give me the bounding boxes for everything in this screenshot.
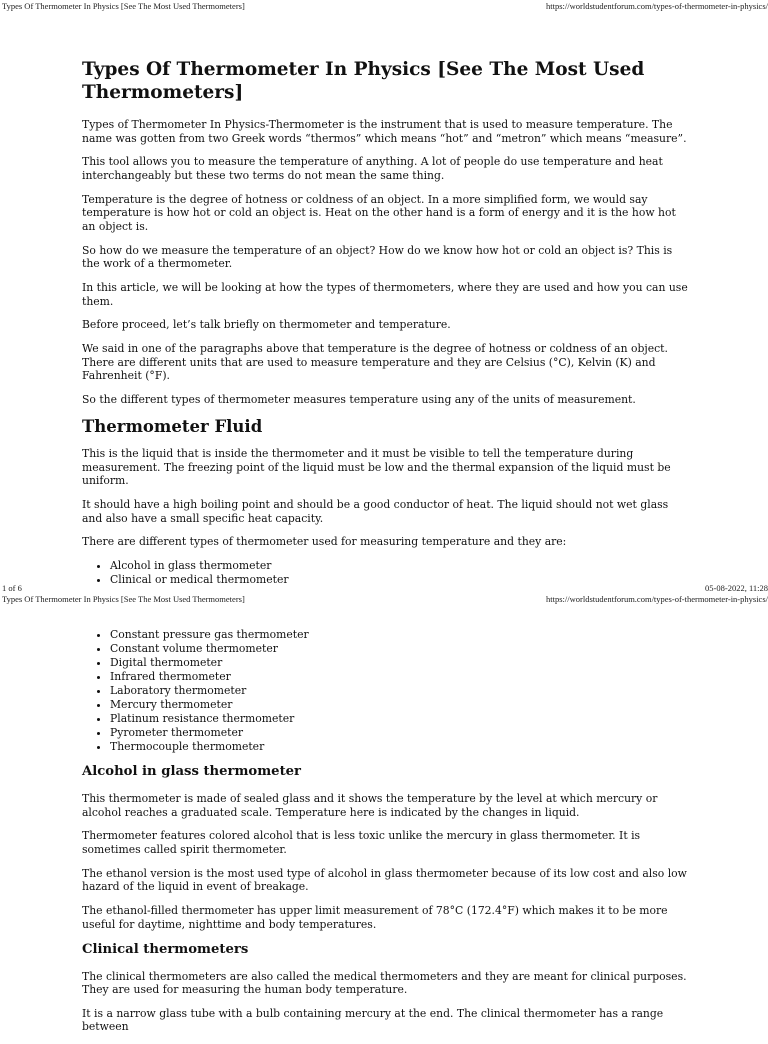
thermometer-types-list-continued <box>82 628 688 754</box>
heading-clinical-thermometers: Clinical thermometers <box>82 941 249 957</box>
print-date: 05-08-2022, 11:28 <box>705 583 768 593</box>
print-header-title: Types Of Thermometer In Physics [See The Most Used Thermometers] <box>2 1 245 11</box>
list-item: • Digital thermometer <box>110 656 688 670</box>
paragraph: This is the liquid that is inside the thermometer and it must be visible to tell the temperature during measurement. The freezing point of the liquid must be low and the thermal expansion of the liquid must be uniform. <box>82 447 671 488</box>
section-heading-thermometer-fluid: Thermometer Fluid <box>82 417 263 436</box>
list-item: • Mercury thermometer <box>110 698 688 712</box>
heading-alcohol-in-glass: Alcohol in glass thermometer <box>82 764 301 779</box>
paragraph: The ethanol-filled thermometer has upper limit measurement of 78°C (172.4°F) which makes it to be more useful for daytime, nighttime and body temperatures. <box>82 904 668 931</box>
list-item: • Thermocouple thermometer <box>110 740 688 754</box>
print-header-url: https://worldstudentforum.com/types-of-thermometer-in-physics/ <box>546 594 768 604</box>
list-item: • Platinum resistance thermometer <box>110 712 688 726</box>
paragraph: It should have a high boiling point and should be a good conductor of heat. The liquid should not wet glass and also have a small specific heat capacity. <box>82 497 669 525</box>
paragraph: We said in one of the paragraphs above that temperature is the degree of hotness or coldness of an object. There are different units that are used to measure temperature and they are Celsius (°C), Kelvin (K) and Fahrenheit (°F). <box>82 342 668 383</box>
page1-article <box>82 58 688 597</box>
page2-print-header <box>0 594 768 606</box>
paragraph: So how do we measure the temperature of an object? How do we know how hot or cold an object is? This is the work of a thermometer. <box>82 243 673 271</box>
list-item: • Pyrometer thermometer <box>110 726 688 740</box>
paragraph: So the different types of thermometer measures temperature using any of the units of measurement. <box>82 393 636 407</box>
page-number: 1 of 6 <box>2 583 22 593</box>
list-item: • Alcohol in glass thermometer <box>110 559 688 573</box>
list-item: • Infrared thermometer <box>110 670 688 684</box>
paragraph: Thermometer features colored alcohol that is less toxic unlike the mercury in glass thermometer. It is sometimes called spirit thermometer. <box>82 829 641 856</box>
list-item: • Laboratory thermometer <box>110 684 688 698</box>
paragraph: It is a narrow glass tube with a bulb containing mercury at the end. The clinical thermometer has a range between <box>82 1006 664 1034</box>
list-item: • Constant pressure gas thermometer <box>110 628 688 642</box>
paragraph: Temperature is the degree of hotness or coldness of an object. In a more simplified form, we would say temperature is how hot or cold an object is. Heat on the other hand is a form of energy and it is the how hot an object is. <box>82 192 676 233</box>
paragraph: There are different types of thermometer used for measuring temperature and they are: <box>82 535 567 549</box>
list-item: • Constant volume thermometer <box>110 642 688 656</box>
paragraph: In this article, we will be looking at how the types of thermometers, where they are used and how you can use them. <box>82 281 688 308</box>
page2-article <box>82 628 688 1044</box>
paragraph: The ethanol version is the most used type of alcohol in glass thermometer because of its low cost and also low hazard of the liquid in event of breakage. <box>82 866 687 894</box>
page1-print-header <box>0 1 768 13</box>
paragraph: Before proceed, let’s talk briefly on thermometer and temperature. <box>82 318 451 332</box>
print-header-url: https://worldstudentforum.com/types-of-thermometer-in-physics/ <box>546 1 768 11</box>
article-title: Types Of Thermometer In Physics [See The Most Used Thermometers] <box>82 59 645 103</box>
paragraph: This thermometer is made of sealed glass and it shows the temperature by the level at which mercury or alcohol reaches a graduated scale. Temperature here is indicated by the changes in liquid. <box>82 792 658 819</box>
paragraph: The clinical thermometers are also called the medical thermometers and they are meant for clinical purposes. They are used for measuring the human body temperature. <box>82 969 687 997</box>
list-item: • Clinical or medical thermometer <box>110 573 688 587</box>
paragraph: This tool allows you to measure the temperature of anything. A lot of people do use temperature and heat interchangeably but these two terms do not mean the same thing. <box>82 155 663 182</box>
print-header-title: Types Of Thermometer In Physics [See The Most Used Thermometers] <box>2 594 245 604</box>
paragraph: Types of Thermometer In Physics-Thermometer is the instrument that is used to measure temperature. The name was gotten from two Greek words “thermos” which means “hot” and “metron” which means “measure”. <box>82 118 687 145</box>
